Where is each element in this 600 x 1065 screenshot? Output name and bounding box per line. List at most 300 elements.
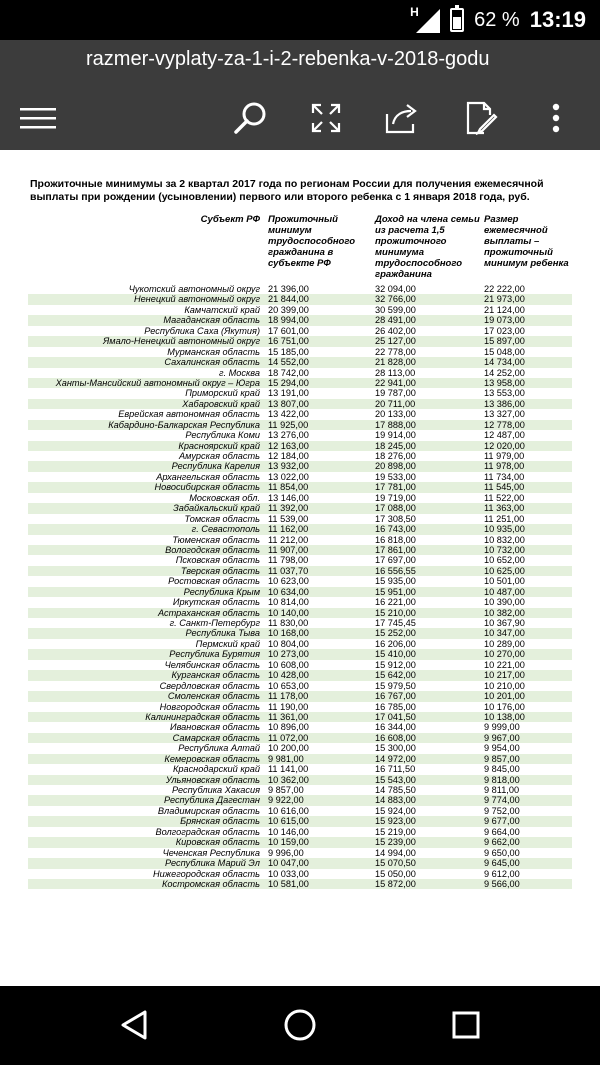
living-wage-cell: 11 361,00 xyxy=(268,711,309,722)
monthly-payment-cell: 11 978,00 xyxy=(484,461,525,472)
family-income-cell: 15 239,00 xyxy=(375,837,416,848)
table-row xyxy=(28,879,572,889)
family-income-cell: 30 599,00 xyxy=(375,304,416,315)
table-row xyxy=(28,587,572,597)
living-wage-cell: 11 925,00 xyxy=(268,419,309,430)
region-name-cell: г. Севастополь xyxy=(191,524,260,535)
table-row xyxy=(28,493,572,503)
region-name-cell: г. Москва xyxy=(218,367,260,378)
monthly-payment-cell: 9 999,00 xyxy=(484,722,520,733)
family-income-cell: 15 951,00 xyxy=(375,586,416,597)
table-row xyxy=(28,555,572,565)
table-row xyxy=(28,409,572,419)
living-wage-cell: 13 422,00 xyxy=(268,409,309,420)
living-wage-cell: 11 907,00 xyxy=(268,544,309,555)
region-name-cell: Республика Марий Эл xyxy=(164,858,260,869)
region-name-cell: Красноярский край xyxy=(178,440,260,451)
table-row xyxy=(28,743,572,753)
region-name-cell: Вологодская область xyxy=(165,544,260,555)
table-row xyxy=(28,420,572,430)
table-row xyxy=(28,712,572,722)
living-wage-cell: 9 996,00 xyxy=(268,847,304,858)
living-wage-cell: 13 932,00 xyxy=(268,461,309,472)
toolbar xyxy=(0,92,600,150)
region-name-cell: Челябинская область xyxy=(164,659,260,670)
column-header-subject: Субъект РФ xyxy=(200,214,260,225)
monthly-payment-cell: 19 073,00 xyxy=(484,315,525,326)
table-row xyxy=(28,503,572,513)
table-row xyxy=(28,670,572,680)
living-wage-cell: 15 185,00 xyxy=(268,346,309,357)
living-wage-cell: 12 184,00 xyxy=(268,451,309,461)
living-wage-cell: 10 616,00 xyxy=(268,805,309,816)
living-wage-cell: 10 608,00 xyxy=(268,659,309,670)
region-name-cell: Республика Тыва xyxy=(185,628,260,639)
monthly-payment-cell: 10 382,00 xyxy=(484,607,525,618)
monthly-payment-cell: 14 734,00 xyxy=(484,357,525,368)
monthly-payment-cell: 10 289,00 xyxy=(484,638,525,649)
family-income-cell: 19 533,00 xyxy=(375,471,416,482)
table-row xyxy=(28,294,572,304)
table-row xyxy=(28,858,572,868)
living-wage-cell: 17 601,00 xyxy=(268,325,309,336)
monthly-payment-cell: 9 818,00 xyxy=(484,774,520,785)
living-wage-cell: 9 922,00 xyxy=(268,795,304,806)
monthly-payment-cell: 13 553,00 xyxy=(484,388,525,399)
region-name-cell: Республика Коми xyxy=(185,430,260,441)
region-name-cell: Ханты-Мансийский автономный округ – Югра xyxy=(55,377,260,388)
search-icon[interactable] xyxy=(228,96,272,140)
region-name-cell: Ростовская область xyxy=(168,576,260,587)
family-income-cell: 26 402,00 xyxy=(375,325,416,336)
table-row xyxy=(28,284,572,294)
region-name-cell: Нижегородская область xyxy=(153,868,260,879)
monthly-payment-cell: 10 652,00 xyxy=(484,555,525,566)
living-wage-cell: 10 140,00 xyxy=(268,607,309,618)
share-icon[interactable] xyxy=(380,96,424,140)
monthly-payment-cell: 9 774,00 xyxy=(484,795,520,806)
family-income-cell: 15 912,00 xyxy=(375,659,416,670)
family-income-cell: 15 070,50 xyxy=(375,858,416,869)
table-row xyxy=(28,326,572,336)
living-wage-cell: 11 178,00 xyxy=(268,691,309,702)
table-row xyxy=(28,430,572,440)
family-income-cell: 16 743,00 xyxy=(375,524,416,535)
column-header-living-wage: Прожиточный минимум трудоспособного гражданина в субъекте РФ xyxy=(268,214,355,269)
region-name-cell: Ивановская область xyxy=(170,722,260,733)
family-income-cell: 19 719,00 xyxy=(375,492,416,503)
living-wage-cell: 18 994,00 xyxy=(268,315,309,326)
document-title: razmer-vyplaty-za-1-i-2-rebenka-v-2018-godu xyxy=(86,48,490,70)
family-income-cell: 17 888,00 xyxy=(375,419,416,430)
region-name-cell: Астраханская область xyxy=(158,607,260,618)
living-wage-cell: 21 844,00 xyxy=(268,294,309,305)
family-income-cell: 28 491,00 xyxy=(375,315,416,326)
monthly-payment-cell: 10 201,00 xyxy=(484,691,525,702)
region-name-cell: Томская область xyxy=(184,513,260,524)
region-name-cell: Брянская область xyxy=(180,816,260,827)
monthly-payment-cell: 9 677,00 xyxy=(484,816,520,827)
monthly-payment-cell: 9 967,00 xyxy=(484,732,520,743)
family-income-cell: 20 133,00 xyxy=(375,409,416,420)
region-name-cell: г. Санкт-Петербург xyxy=(169,618,260,628)
monthly-payment-cell: 15 048,00 xyxy=(484,346,525,357)
region-name-cell: Республика Саха (Якутия) xyxy=(144,325,260,336)
family-income-cell: 16 785,00 xyxy=(375,701,416,712)
edit-icon[interactable] xyxy=(460,96,504,140)
family-income-cell: 15 252,00 xyxy=(375,628,416,639)
monthly-payment-cell: 9 857,00 xyxy=(484,753,520,764)
navigation-bar xyxy=(0,986,600,1065)
back-icon[interactable] xyxy=(104,1000,164,1050)
monthly-payment-cell: 13 386,00 xyxy=(484,398,525,409)
family-income-cell: 32 766,00 xyxy=(375,294,416,305)
living-wage-cell: 20 399,00 xyxy=(268,304,309,315)
living-wage-cell: 14 552,00 xyxy=(268,357,309,368)
table-row xyxy=(28,545,572,555)
family-income-cell: 17 697,00 xyxy=(375,555,416,566)
living-wage-cell: 13 191,00 xyxy=(268,388,309,399)
living-wage-cell: 16 751,00 xyxy=(268,336,309,347)
monthly-payment-cell: 9 954,00 xyxy=(484,743,520,754)
family-income-cell: 15 872,00 xyxy=(375,878,416,889)
family-income-cell: 19 787,00 xyxy=(375,388,416,399)
table-row xyxy=(28,514,572,524)
family-income-cell: 16 206,00 xyxy=(375,638,416,649)
table-row xyxy=(28,869,572,879)
monthly-payment-cell: 9 845,00 xyxy=(484,764,520,775)
monthly-payment-cell: 14 252,00 xyxy=(484,367,525,378)
monthly-payment-cell: 10 390,00 xyxy=(484,597,525,608)
living-wage-cell: 11 190,00 xyxy=(268,701,309,712)
region-name-cell: Чукотский автономный округ xyxy=(128,284,260,294)
monthly-payment-cell: 11 363,00 xyxy=(484,503,525,514)
living-wage-cell: 10 146,00 xyxy=(268,826,309,837)
living-wage-cell: 11 798,00 xyxy=(268,555,309,566)
monthly-payment-cell: 10 270,00 xyxy=(484,649,525,660)
table-row xyxy=(28,660,572,670)
living-wage-cell: 11 037,70 xyxy=(268,565,309,576)
family-income-cell: 16 556,55 xyxy=(375,565,416,576)
living-wage-cell: 13 807,00 xyxy=(268,398,309,409)
table-row xyxy=(28,702,572,712)
table-row xyxy=(28,639,572,649)
region-name-cell: Владимирская область xyxy=(157,805,260,816)
region-name-cell: Новгородская область xyxy=(159,701,260,712)
region-name-cell: Республика Карелия xyxy=(171,461,260,472)
region-name-cell: Костромская область xyxy=(161,878,260,889)
family-income-cell: 16 344,00 xyxy=(375,722,416,733)
region-name-cell: Забайкальский край xyxy=(173,503,260,514)
living-wage-cell: 10 047,00 xyxy=(268,858,309,869)
living-wage-cell: 10 428,00 xyxy=(268,670,309,681)
family-income-cell: 15 219,00 xyxy=(375,826,416,837)
monthly-payment-cell: 11 522,00 xyxy=(484,492,525,503)
table-row xyxy=(28,305,572,315)
living-wage-cell: 11 162,00 xyxy=(268,524,309,535)
table-row xyxy=(28,336,572,346)
monthly-payment-cell: 12 778,00 xyxy=(484,419,525,430)
table-row xyxy=(28,795,572,805)
table-row xyxy=(28,315,572,325)
monthly-payment-cell: 12 020,00 xyxy=(484,440,525,451)
living-wage-cell: 10 653,00 xyxy=(268,680,309,691)
living-wage-cell: 21 396,00 xyxy=(268,284,309,294)
region-name-cell: Ненецкий автономный округ xyxy=(133,294,260,305)
region-name-cell: Республика Крым xyxy=(183,586,260,597)
table-row xyxy=(28,461,572,471)
living-wage-cell: 10 623,00 xyxy=(268,576,309,587)
living-wage-cell: 10 896,00 xyxy=(268,722,309,733)
region-name-cell: Магаданская область xyxy=(163,315,260,326)
family-income-cell: 17 308,50 xyxy=(375,513,416,524)
family-income-cell: 22 778,00 xyxy=(375,346,416,357)
living-wage-cell: 10 634,00 xyxy=(268,586,309,597)
monthly-payment-cell: 9 612,00 xyxy=(484,868,520,879)
table-row xyxy=(28,566,572,576)
table-row xyxy=(28,451,572,461)
living-wage-cell: 10 168,00 xyxy=(268,628,309,639)
region-name-cell: Мурманская область xyxy=(167,346,260,357)
family-income-cell: 15 050,00 xyxy=(375,868,416,879)
home-icon[interactable] xyxy=(270,1000,330,1050)
battery-icon xyxy=(450,8,464,32)
family-income-cell: 16 818,00 xyxy=(375,534,416,545)
monthly-payment-cell: 11 979,00 xyxy=(484,451,525,461)
table-row xyxy=(28,628,572,638)
living-wage-cell: 15 294,00 xyxy=(268,377,309,388)
monthly-payment-cell: 10 935,00 xyxy=(484,524,525,535)
region-name-cell: Иркутская область xyxy=(172,597,260,608)
table-title: Прожиточные минимумы за 2 квартал 2017 года по регионам России для получения ежемесячной выплаты при рождении (усыновлении) первого или второго ребенка с 1 января 2018 года, руб. xyxy=(30,178,544,203)
region-name-cell: Новосибирская область xyxy=(154,482,260,493)
monthly-payment-cell: 12 487,00 xyxy=(484,430,525,441)
region-name-cell: Еврейская автономная область xyxy=(118,409,260,420)
family-income-cell: 17 088,00 xyxy=(375,503,416,514)
region-name-cell: Тюменская область xyxy=(172,534,260,545)
family-income-cell: 17 745,45 xyxy=(375,618,416,628)
region-name-cell: Республика Бурятия xyxy=(169,649,260,660)
region-name-cell: Республика Алтай xyxy=(178,743,260,754)
status-bar xyxy=(0,0,600,40)
monthly-payment-cell: 9 650,00 xyxy=(484,847,520,858)
monthly-payment-cell: 10 347,00 xyxy=(484,628,525,639)
living-wage-cell: 11 141,00 xyxy=(268,764,309,775)
table-row xyxy=(28,618,572,628)
region-name-cell: Республика Хакасия xyxy=(171,785,260,795)
region-name-cell: Волгоградская область xyxy=(155,826,260,837)
column-header-monthly-payment: Размер ежемесячной выплаты – прожиточный минимум ребенка xyxy=(484,214,569,269)
living-wage-cell: 10 804,00 xyxy=(268,638,309,649)
table-row xyxy=(28,597,572,607)
living-wage-cell: 18 742,00 xyxy=(268,367,309,378)
app-bar xyxy=(0,40,600,150)
monthly-payment-cell: 10 487,00 xyxy=(484,586,525,597)
table-row xyxy=(28,691,572,701)
family-income-cell: 15 543,00 xyxy=(375,774,416,785)
family-income-cell: 15 210,00 xyxy=(375,607,416,618)
living-wage-cell: 10 200,00 xyxy=(268,743,309,754)
region-name-cell: Ульяновская область xyxy=(165,774,260,785)
region-name-cell: Камчатский край xyxy=(184,304,260,315)
monthly-payment-cell: 10 210,00 xyxy=(484,680,525,691)
monthly-payment-cell: 10 501,00 xyxy=(484,576,525,587)
monthly-payment-cell: 10 221,00 xyxy=(484,659,525,670)
monthly-payment-cell: 21 124,00 xyxy=(484,304,525,315)
family-income-cell: 16 608,00 xyxy=(375,732,416,743)
region-name-cell: Краснодарский край xyxy=(172,764,260,775)
table-row xyxy=(28,722,572,732)
family-income-cell: 17 861,00 xyxy=(375,544,416,555)
family-income-cell: 17 781,00 xyxy=(375,482,416,493)
region-name-cell: Чеченская Республика xyxy=(162,847,260,858)
family-income-cell: 21 828,00 xyxy=(375,357,416,368)
living-wage-cell: 11 539,00 xyxy=(268,513,309,524)
region-name-cell: Кировская область xyxy=(175,837,260,848)
region-name-cell: Тверская область xyxy=(180,565,260,576)
living-wage-cell: 12 163,00 xyxy=(268,440,309,451)
living-wage-cell: 13 276,00 xyxy=(268,430,309,441)
table-row xyxy=(28,388,572,398)
table-row xyxy=(28,775,572,785)
battery-percent: 62 % xyxy=(474,8,520,31)
monthly-payment-cell: 11 545,00 xyxy=(484,482,525,493)
monthly-payment-cell: 10 176,00 xyxy=(484,701,525,712)
family-income-cell: 17 041,50 xyxy=(375,711,416,722)
family-income-cell: 25 127,00 xyxy=(375,336,416,347)
living-wage-cell: 11 830,00 xyxy=(268,618,309,628)
table-row xyxy=(28,576,572,586)
network-type: H xyxy=(410,5,419,19)
monthly-payment-cell: 10 367,90 xyxy=(484,618,525,628)
table-row xyxy=(28,378,572,388)
table-row xyxy=(28,649,572,659)
monthly-payment-cell: 10 732,00 xyxy=(484,544,525,555)
region-name-cell: Псковская область xyxy=(175,555,260,566)
family-income-cell: 15 923,00 xyxy=(375,816,416,827)
table-row xyxy=(28,368,572,378)
table-row xyxy=(28,399,572,409)
family-income-cell: 16 767,00 xyxy=(375,691,416,702)
family-income-cell: 14 994,00 xyxy=(375,847,416,858)
table-row xyxy=(28,837,572,847)
table-row xyxy=(28,785,572,795)
family-income-cell: 14 972,00 xyxy=(375,753,416,764)
living-wage-cell: 11 854,00 xyxy=(268,482,309,493)
monthly-payment-cell: 9 811,00 xyxy=(484,785,520,795)
living-wage-cell: 11 072,00 xyxy=(268,732,309,743)
monthly-payment-cell: 13 327,00 xyxy=(484,409,525,420)
living-wage-cell: 13 146,00 xyxy=(268,492,309,503)
region-name-cell: Ямало-Ненецкий автономный округ xyxy=(103,336,260,347)
monthly-payment-cell: 9 752,00 xyxy=(484,805,520,816)
living-wage-cell: 10 814,00 xyxy=(268,597,309,608)
more-vert-icon[interactable] xyxy=(534,96,578,140)
table-row xyxy=(28,764,572,774)
family-income-cell: 28 113,00 xyxy=(375,367,416,378)
table-row xyxy=(28,357,572,367)
region-name-cell: Хабаровский край xyxy=(182,398,260,409)
region-name-cell: Московская обл. xyxy=(189,492,260,503)
monthly-payment-cell: 10 832,00 xyxy=(484,534,525,545)
table-row xyxy=(28,347,572,357)
monthly-payment-cell: 11 251,00 xyxy=(484,513,525,524)
family-income-cell: 18 276,00 xyxy=(375,451,416,461)
monthly-payment-cell: 17 023,00 xyxy=(484,325,525,336)
living-wage-cell: 13 022,00 xyxy=(268,471,309,482)
monthly-payment-cell: 9 664,00 xyxy=(484,826,520,837)
family-income-cell: 15 642,00 xyxy=(375,670,416,681)
region-name-cell: Республика Дагестан xyxy=(163,795,260,806)
table-row xyxy=(28,482,572,492)
table-row xyxy=(28,754,572,764)
family-income-cell: 15 924,00 xyxy=(375,805,416,816)
living-wage-cell: 11 212,00 xyxy=(268,534,309,545)
living-wage-cell: 10 581,00 xyxy=(268,878,309,889)
table-row xyxy=(28,827,572,837)
monthly-payment-cell: 9 645,00 xyxy=(484,858,520,869)
document-page[interactable] xyxy=(0,150,600,986)
family-income-cell: 20 898,00 xyxy=(375,461,416,472)
region-name-cell: Свердловская область xyxy=(159,680,260,691)
menu-icon[interactable] xyxy=(16,96,60,140)
region-name-cell: Сахалинская область xyxy=(164,357,260,368)
region-name-cell: Кабардино-Балкарская Республика xyxy=(108,419,260,430)
living-wage-cell: 9 981,00 xyxy=(268,753,304,764)
region-name-cell: Калининградская область xyxy=(145,711,260,722)
table-row xyxy=(28,441,572,451)
family-income-cell: 32 094,00 xyxy=(375,284,416,294)
regions-table xyxy=(28,284,572,889)
living-wage-cell: 10 159,00 xyxy=(268,837,309,848)
living-wage-cell: 10 362,00 xyxy=(268,774,309,785)
table-row xyxy=(28,472,572,482)
monthly-payment-cell: 9 662,00 xyxy=(484,837,520,848)
clock: 13:19 xyxy=(529,7,586,32)
table-row xyxy=(28,848,572,858)
region-name-cell: Приморский край xyxy=(185,388,260,399)
family-income-cell: 15 935,00 xyxy=(375,576,416,587)
family-income-cell: 18 245,00 xyxy=(375,440,416,451)
family-income-cell: 14 883,00 xyxy=(375,795,416,806)
family-income-cell: 16 221,00 xyxy=(375,597,416,608)
living-wage-cell: 10 273,00 xyxy=(268,649,309,660)
monthly-payment-cell: 22 222,00 xyxy=(484,284,525,294)
living-wage-cell: 9 857,00 xyxy=(268,785,304,795)
table-row xyxy=(28,608,572,618)
monthly-payment-cell: 15 897,00 xyxy=(484,336,525,347)
region-name-cell: Пермский край xyxy=(195,638,260,649)
family-income-cell: 20 711,00 xyxy=(375,398,416,409)
living-wage-cell: 10 615,00 xyxy=(268,816,309,827)
monthly-payment-cell: 13 958,00 xyxy=(484,377,525,388)
table-row xyxy=(28,816,572,826)
monthly-payment-cell: 10 138,00 xyxy=(484,711,525,722)
fullscreen-icon[interactable] xyxy=(304,96,348,140)
table-row xyxy=(28,806,572,816)
family-income-cell: 15 300,00 xyxy=(375,743,416,754)
region-name-cell: Смоленская область xyxy=(167,691,260,702)
recents-icon[interactable] xyxy=(436,1000,496,1050)
table-row xyxy=(28,733,572,743)
family-income-cell: 16 711,50 xyxy=(375,764,416,775)
monthly-payment-cell: 10 217,00 xyxy=(484,670,525,681)
region-name-cell: Кемеровская область xyxy=(164,753,260,764)
region-name-cell: Самарская область xyxy=(172,732,260,743)
family-income-cell: 14 785,50 xyxy=(375,785,416,795)
monthly-payment-cell: 21 973,00 xyxy=(484,294,525,305)
region-name-cell: Курганская область xyxy=(171,670,260,681)
